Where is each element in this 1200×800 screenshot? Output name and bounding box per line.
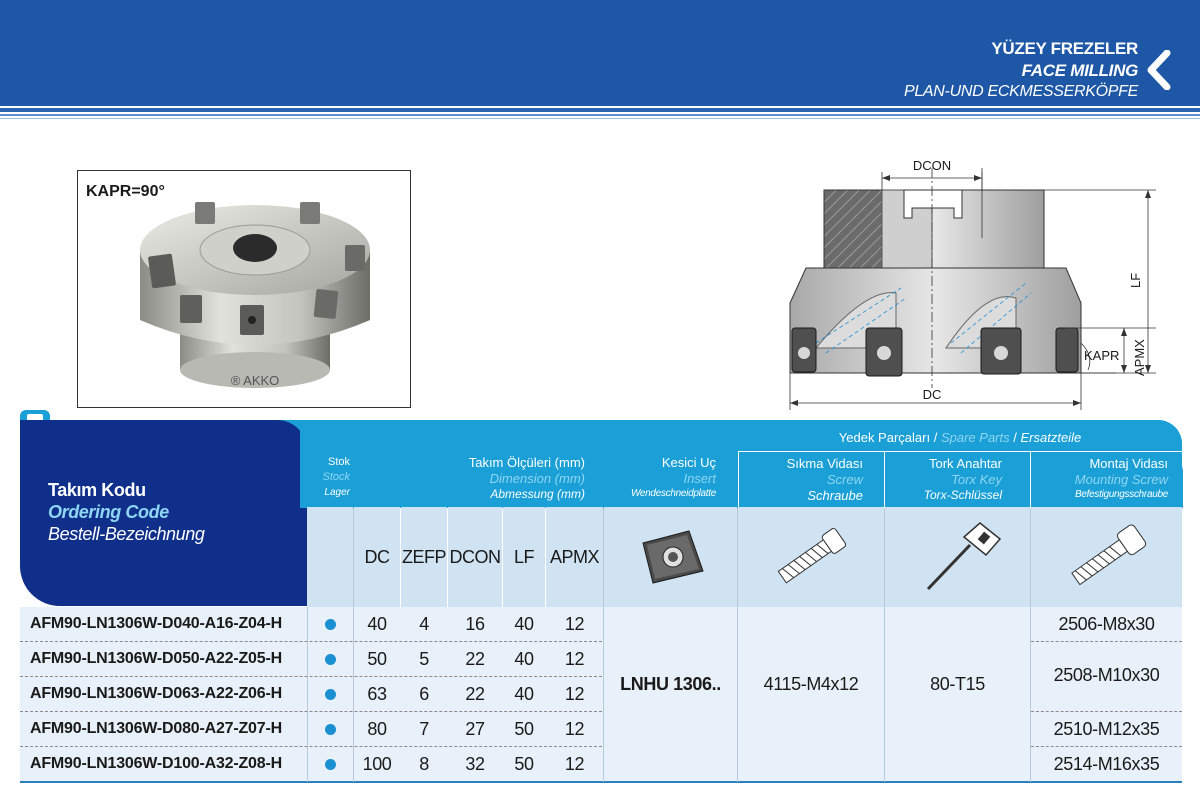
torx-key-icon	[908, 517, 1008, 597]
spare-parts-title	[760, 430, 1160, 445]
dc-label: DC	[922, 387, 942, 402]
zefp-value: 6	[419, 683, 429, 704]
dcon-value: 16	[465, 613, 485, 634]
dimension-en: Dimension (mm)	[489, 471, 585, 486]
stock-dot-icon	[325, 654, 336, 665]
dcon-label: DCON	[912, 158, 952, 173]
stock-dot-icon	[325, 689, 336, 700]
table-row	[20, 747, 1182, 781]
apmx-label: APMX	[1132, 339, 1147, 376]
stock-indicator	[307, 747, 353, 781]
brand-logo: ® AKKO	[230, 373, 280, 388]
dcon-value: 32	[465, 753, 485, 774]
chevron-left-icon[interactable]	[1142, 50, 1176, 90]
insert-code: LNHU 1306..	[620, 673, 721, 694]
apmx-value: 12	[564, 683, 585, 704]
section-title-tr: YÜZEY FREZELER	[991, 39, 1138, 58]
apmx-value: 12	[564, 753, 585, 774]
screw-image-cell	[738, 507, 884, 607]
spare-parts-sep: /	[1013, 430, 1017, 445]
dimension-tr: Takım Ölçüleri (mm)	[468, 455, 585, 470]
dc-value: 100	[362, 753, 392, 774]
lf-value: 40	[514, 683, 534, 704]
mounting-de: Befestigungsschraube	[1075, 489, 1168, 500]
torx-de: Torx-Schlüssel	[923, 488, 1002, 502]
lf-value: 40	[514, 648, 534, 669]
dc-value: 80	[367, 718, 387, 739]
ordering-code: AFM90-LN1306W-D040-A16-Z04-H	[30, 615, 282, 632]
screw-de: Schraube	[807, 488, 863, 503]
column-header-lf: LF	[503, 507, 545, 607]
column-header-dc: DC	[354, 507, 400, 607]
ordering-code: AFM90-LN1306W-D050-A22-Z05-H	[30, 650, 282, 667]
stock-de: Lager	[324, 487, 350, 498]
mounting-en: Mounting Screw	[1074, 472, 1168, 487]
torx-key-image-cell	[885, 507, 1030, 607]
header-divider	[0, 108, 1200, 112]
column-header-dcon: DCON	[448, 507, 502, 607]
ordering-code: AFM90-LN1306W-D100-A32-Z08-H	[30, 755, 282, 772]
stock-subheader	[307, 507, 353, 607]
dcon-value: 22	[465, 683, 485, 704]
header-divider	[0, 118, 1200, 119]
header-divider	[0, 114, 1200, 116]
spare-parts-sep: /	[933, 430, 938, 445]
insert-tr: Kesici Uç	[661, 455, 716, 470]
torx-tr: Tork Anahtar	[929, 456, 1002, 471]
mounting-screw-code: 2506-M8x30	[1058, 613, 1155, 634]
mounting-tr: Montaj Vidası	[1089, 456, 1168, 471]
apmx-value: 12	[564, 613, 585, 634]
dimension-de: Abmessung (mm)	[490, 487, 585, 501]
screw-en: Screw	[826, 472, 863, 487]
spare-parts-tr: Yedek Parçaları	[838, 430, 931, 445]
stock-indicator	[307, 712, 353, 746]
torx-key-code: 80-T15	[930, 673, 985, 694]
stock-tr: Stok	[327, 456, 350, 468]
row-divider	[1031, 641, 1182, 642]
insert-de: Wendeschneidplatte	[630, 488, 716, 499]
mounting-screw-code: 2514-M16x35	[1053, 753, 1160, 774]
mounting-screw-image-cell	[1031, 507, 1182, 607]
ordering-code-tr: Takım Kodu	[48, 480, 146, 500]
mounting-screw-code: 2508-M10x30	[1053, 664, 1160, 685]
mounting-screw-code: 2510-M12x35	[1053, 718, 1160, 739]
mounting-screw-icon	[1057, 522, 1157, 592]
dcon-value: 22	[465, 648, 485, 669]
ordering-code-de: Bestell-Bezeichnung	[48, 524, 205, 544]
lf-value: 50	[514, 753, 534, 774]
stock-dot-icon	[325, 619, 336, 630]
section-title-en: FACE MILLING	[1021, 61, 1138, 80]
table-bottom-border	[20, 781, 1182, 783]
insert-image-cell	[604, 507, 737, 607]
kapr-drawing-label: KAPR	[1084, 348, 1120, 363]
table-row	[20, 712, 1182, 746]
dcon-value: 27	[465, 718, 485, 739]
column-header-zefp: ZEFP	[401, 507, 447, 607]
stock-dot-icon	[325, 724, 336, 735]
lf-value: 50	[514, 718, 534, 739]
insert-icon	[631, 525, 711, 589]
apmx-value: 12	[564, 718, 585, 739]
lf-value: 40	[514, 613, 534, 634]
zefp-value: 4	[419, 613, 429, 634]
zefp-value: 5	[419, 648, 429, 669]
zefp-value: 8	[419, 753, 429, 774]
kapr-label: KAPR=90°	[86, 183, 165, 200]
lf-label: LF	[1128, 272, 1143, 288]
stock-en: Stock	[322, 471, 350, 483]
stock-dot-icon	[325, 759, 336, 770]
stock-indicator	[307, 607, 353, 641]
spare-parts-en: Spare Parts	[940, 430, 1010, 445]
dc-value: 40	[367, 613, 387, 634]
stock-indicator	[307, 677, 353, 711]
dc-value: 63	[367, 683, 387, 704]
stock-indicator	[307, 642, 353, 676]
torx-en: Torx Key	[951, 472, 1002, 487]
face-mill-photo	[110, 180, 410, 400]
spare-parts-de: Ersatzteile	[1020, 430, 1082, 445]
dc-value: 50	[367, 648, 387, 669]
insert-en: Insert	[683, 471, 716, 486]
screw-icon	[761, 522, 861, 592]
screw-code: 4115-M4x12	[763, 673, 859, 694]
ordering-code: AFM90-LN1306W-D080-A27-Z07-H	[30, 720, 282, 737]
table-row	[20, 607, 1182, 641]
screw-tr: Sıkma Vidası	[786, 456, 863, 471]
ordering-code: AFM90-LN1306W-D063-A22-Z06-H	[30, 685, 282, 702]
technical-drawing	[776, 148, 1166, 418]
apmx-value: 12	[564, 648, 585, 669]
section-title-de: PLAN-UND ECKMESSERKÖPFE	[903, 83, 1138, 100]
zefp-value: 7	[419, 718, 429, 739]
column-header-apmx: APMX	[546, 507, 603, 607]
ordering-code-en: Ordering Code	[48, 502, 169, 522]
